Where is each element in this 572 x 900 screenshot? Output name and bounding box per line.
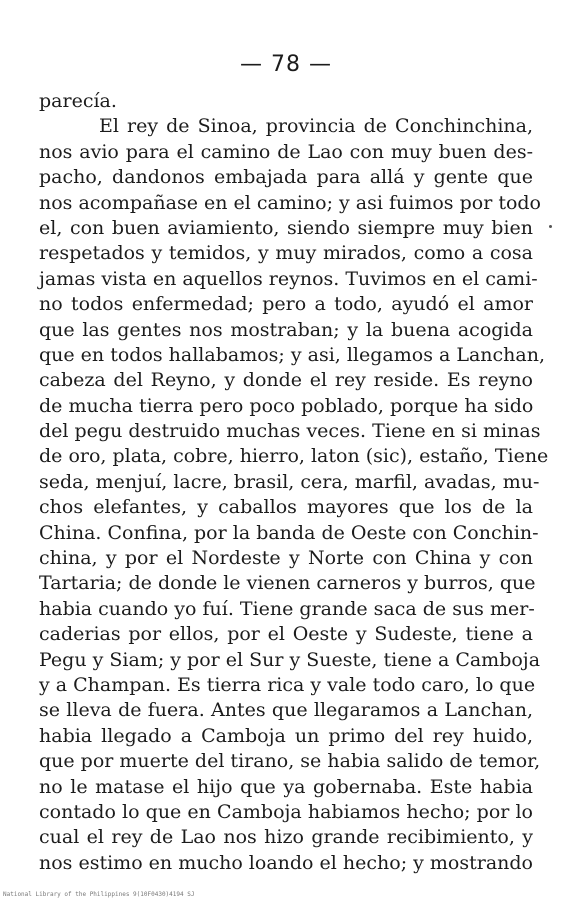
text-line: parecía. (39, 90, 117, 112)
text-line: china, y por el Nordeste y Norte con China y con (39, 547, 533, 570)
text-line: se lleva de fuera. Antes que llegaramos a Lanchan, (39, 699, 533, 722)
text-line: de mucha tierra pero poco poblado, porque ha sido (39, 394, 534, 417)
text-line: China. Confina, por la banda de Oeste con Conchin- (39, 521, 539, 544)
text-line: cual el rey de Lao nos hizo grande recibimiento, y (39, 826, 533, 849)
text-line: que las gentes nos mostraban; y la buena acogida (39, 318, 533, 341)
text-line: del pegu destruido muchas veces. Tiene en si minas (39, 420, 541, 443)
text-line: habia llegado a Camboja un primo del rey huido, (39, 724, 533, 747)
text-line: nos acompañase en el camino; y asi fuimos por todo (39, 191, 541, 214)
text-line: chos elefantes, y caballos mayores que los de la (39, 496, 533, 519)
ink-speck (549, 225, 552, 228)
text-line: caderias por ellos, por el Oeste y Sudeste, tiene a (39, 623, 533, 646)
text-line: seda, menjuí, lacre, brasil, cera, marfil, avadas, mu- (39, 470, 540, 493)
text-line: y a Champan. Es tierra rica y vale todo caro, lo que (39, 673, 536, 696)
text-line: no todos enfermedad; pero a todo, ayudó el amor (39, 293, 533, 316)
text-line: que por muerte del tirano, se habia salido de temor, (39, 750, 541, 773)
text-line: jamas vista en aquellos reynos. Tuvimos en el cami- (39, 267, 538, 290)
text-line: no le matase el hijo que ya gobernaba. Este habia (39, 775, 533, 798)
text-line: habia cuando yo fuí. Tiene grande saca de sus mer- (39, 597, 535, 620)
text-line: Tartaria; de donde le vienen carneros y burros, que (39, 572, 536, 595)
text-line: que en todos hallabamos; y asi, llegamos a Lanchan, (39, 343, 546, 366)
page-number: — 78 — (240, 52, 332, 77)
body-text (39, 89, 549, 876)
text-line: respetados y temidos, y muy mirados, como a cosa (39, 242, 533, 265)
text-line: cabeza del Reyno, y donde el rey reside. Es reyno (39, 369, 533, 392)
text-line: pacho, dandonos embajada para allá y gente que (39, 166, 533, 189)
text-line: nos estimo en mucho loando el hecho; y mostrando (39, 851, 533, 874)
text-line: contado lo que en Camboja habiamos hecho; por lo (39, 800, 533, 823)
text-line: de oro, plata, cobre, hierro, laton (sic), estaño, Tiene (39, 445, 549, 468)
text-line: el, con buen aviamiento, siendo siempre muy bien (39, 216, 533, 239)
text-line: nos avio para el camino de Lao con muy buen des- (39, 140, 533, 163)
text-line: Pegu y Siam; y por el Sur y Sueste, tiene a Camboja (39, 648, 541, 671)
scan-footer-note: National Library of the Philippines 9(10F0430)4194 SJ (3, 891, 195, 898)
text-line: El rey de Sinoa, provincia de Conchinchina, (99, 115, 533, 138)
